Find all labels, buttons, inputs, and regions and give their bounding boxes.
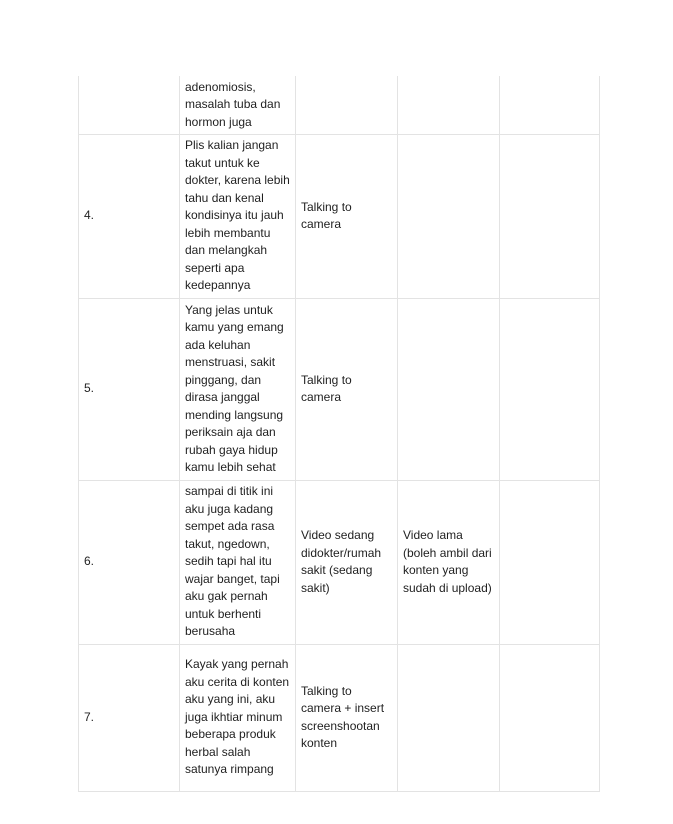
notes-cell (500, 76, 600, 134)
visual-cell: Video sedang didokter/rumah sakit (sedang sakit) (296, 480, 398, 644)
script-text-cell: Kayak yang pernah aku cerita di konten aku yang ini, aku juga ikhtiar minum beberapa produk herbal salah satunya rimpang (180, 644, 296, 791)
script-text-cell: adenomiosis, masalah tuba dan hormon juga (180, 76, 296, 134)
visual-cell: Talking to camera + insert screenshootan konten (296, 644, 398, 791)
script-text-cell: Yang jelas untuk kamu yang emang ada keluhan menstruasi, sakit pinggang, dan dirasa janggal mending langsung periksain aja dan rubah gaya hidup kamu lebih sehat (180, 298, 296, 480)
script-text-cell: sampai di titik ini aku juga kadang sempet ada rasa takut, ngedown, sedih tapi hal itu wajar banget, tapi aku gak pernah untuk berhenti berusaha (180, 480, 296, 644)
asset-cell (398, 76, 500, 134)
asset-cell (398, 644, 500, 791)
notes-cell (500, 644, 600, 791)
row-number-cell: 4. (79, 134, 180, 298)
visual-cell: Talking to camera (296, 298, 398, 480)
visual-cell: Talking to camera (296, 134, 398, 298)
script-text-cell: Plis kalian jangan takut untuk ke dokter, karena lebih tahu dan kenal kondisinya itu jauh lebih membantu dan melangkah seperti apa kedepannya (180, 134, 296, 298)
row-number-cell: 5. (79, 298, 180, 480)
table-row (79, 480, 600, 644)
asset-cell (398, 298, 500, 480)
table-row (79, 134, 600, 298)
notes-cell (500, 134, 600, 298)
notes-cell (500, 298, 600, 480)
script-table (78, 76, 600, 792)
row-number-cell (79, 76, 180, 134)
asset-cell: Video lama (boleh ambil dari konten yang sudah di upload) (398, 480, 500, 644)
asset-cell (398, 134, 500, 298)
row-number-cell: 6. (79, 480, 180, 644)
table-row (79, 76, 600, 134)
row-number-cell: 7. (79, 644, 180, 791)
notes-cell (500, 480, 600, 644)
table-row (79, 298, 600, 480)
visual-cell (296, 76, 398, 134)
table-row (79, 644, 600, 791)
